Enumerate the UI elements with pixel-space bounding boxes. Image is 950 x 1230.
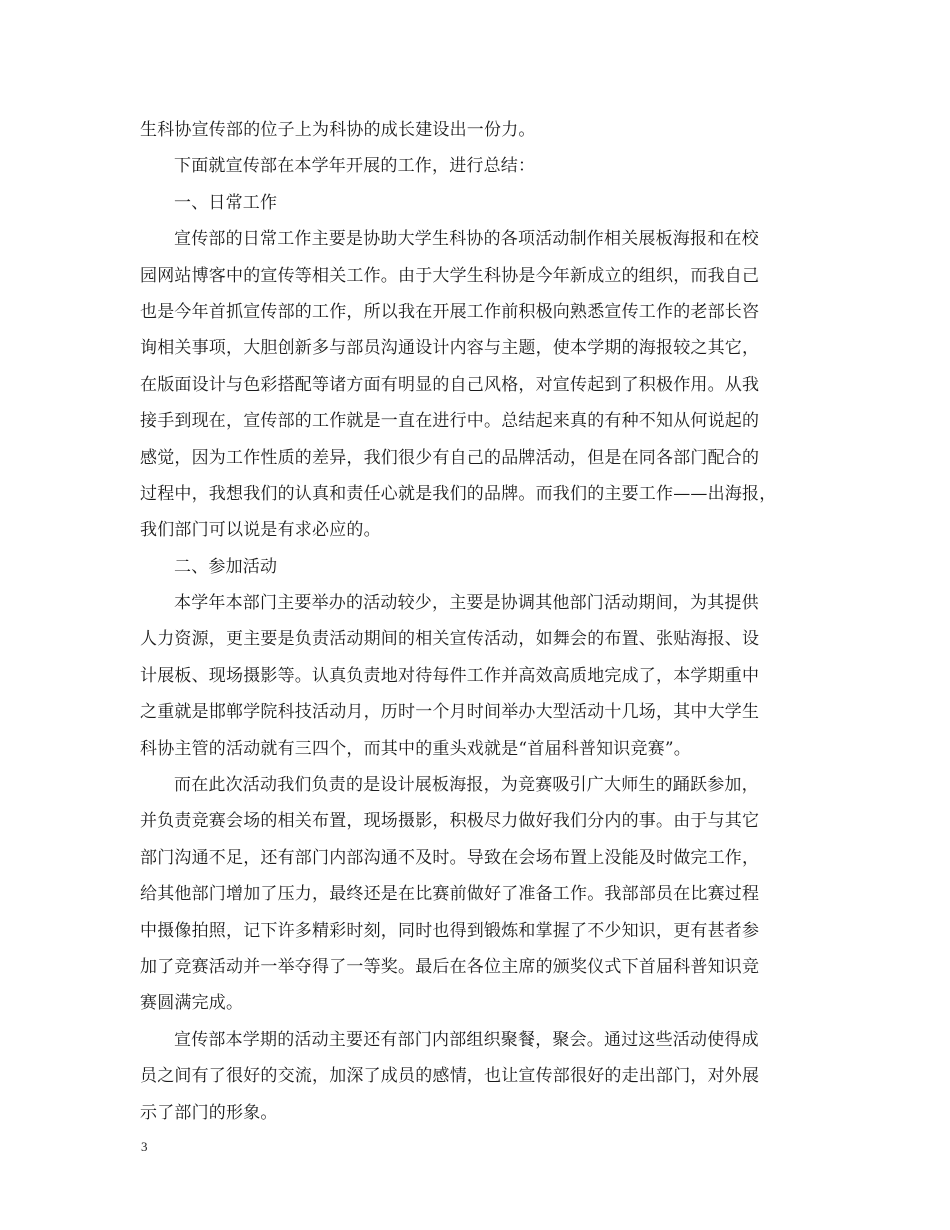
text-line: 接手到现在，宣传部的工作就是一直在进行中。总结起来真的有种不知从何说起的 <box>140 411 760 432</box>
text-line: 并负责竞赛会场的相关布置，现场摄影，积极尽力做好我们分内的事。由于与其它 <box>140 811 760 832</box>
text-line: 人力资源，更主要是负责活动期间的相关宣传活动，如舞会的布置、张贴海报、设 <box>140 629 760 650</box>
text-line: 二、参加活动 <box>174 556 278 577</box>
text-line: 生科协宣传部的位子上为科协的成长建设出一份力。 <box>140 120 536 140</box>
text-line: 一、日常工作 <box>174 192 278 213</box>
text-line: 科协主管的活动就有三四个，而其中的重头戏就是“首届科普知识竞赛”。 <box>140 738 691 759</box>
text-line: 部门沟通不足，还有部门内部沟通不及时。导致在会场布置上没能及时做完工作， <box>140 847 760 868</box>
text-line: 在版面设计与色彩搭配等诸方面有明显的自己风格，对宣传起到了积极作用。从我 <box>140 374 760 395</box>
text-line: 园网站博客中的宣传等相关工作。由于大学生科协是今年新成立的组织，而我自己 <box>140 265 760 286</box>
text-line: 感觉，因为工作性质的差异，我们很少有自己的品牌活动，但是在同各部门配合的 <box>140 447 760 468</box>
text-line: 过程中，我想我们的认真和责任心就是我们的品牌。而我们的主要工作——出海报， <box>140 483 777 504</box>
text-line: 下面就宣传部在本学年开展的工作，进行总结： <box>174 156 536 177</box>
text-line: 计展板、现场摄影等。认真负责地对待每件工作并高效高质地完成了，本学期重中 <box>140 665 760 686</box>
text-line: 之重就是邯郸学院科技活动月，历时一个月时间举办大型活动十几场，其中大学生 <box>140 702 760 723</box>
body-text <box>140 112 830 1131</box>
text-line: 赛圆满完成。 <box>140 993 244 1014</box>
text-line: 询相关事项，大胆创新多与部员沟通设计内容与主题，使本学期的海报较之其它， <box>140 338 760 359</box>
text-line: 我们部门可以说是有求必应的。 <box>140 520 381 541</box>
text-line: 而在此次活动我们负责的是设计展板海报，为竞赛吸引广大师生的踊跃参加， <box>174 775 759 796</box>
text-line: 示了部门的形象。 <box>140 1102 278 1123</box>
text-line: 中摄像拍照，记下许多精彩时刻，同时也得到锻炼和掌握了不少知识，更有甚者参 <box>140 920 760 941</box>
text-line: 给其他部门增加了压力，最终还是在比赛前做好了准备工作。我部部员在比赛过程 <box>140 884 760 905</box>
page-number: 3 <box>141 1139 148 1154</box>
text-line: 加了竞赛活动并一举夺得了一等奖。最后在各位主席的颁奖仪式下首届科普知识竞 <box>140 956 760 977</box>
text-line: 员之间有了很好的交流，加深了成员的感情，也让宣传部很好的走出部门，对外展 <box>140 1066 760 1087</box>
text-line: 本学年本部门主要举办的活动较少，主要是协调其他部门活动期间，为其提供 <box>174 593 759 614</box>
text-line: 也是今年首抓宣传部的工作，所以我在开展工作前积极向熟悉宣传工作的老部长咨 <box>140 301 760 322</box>
text-line: 宣传部本学期的活动主要还有部门内部组织聚餐，聚会。通过这些活动使得成 <box>174 1029 759 1050</box>
text-line: 宣传部的日常工作主要是协助大学生科协的各项活动制作相关展板海报和在校 <box>174 229 759 250</box>
